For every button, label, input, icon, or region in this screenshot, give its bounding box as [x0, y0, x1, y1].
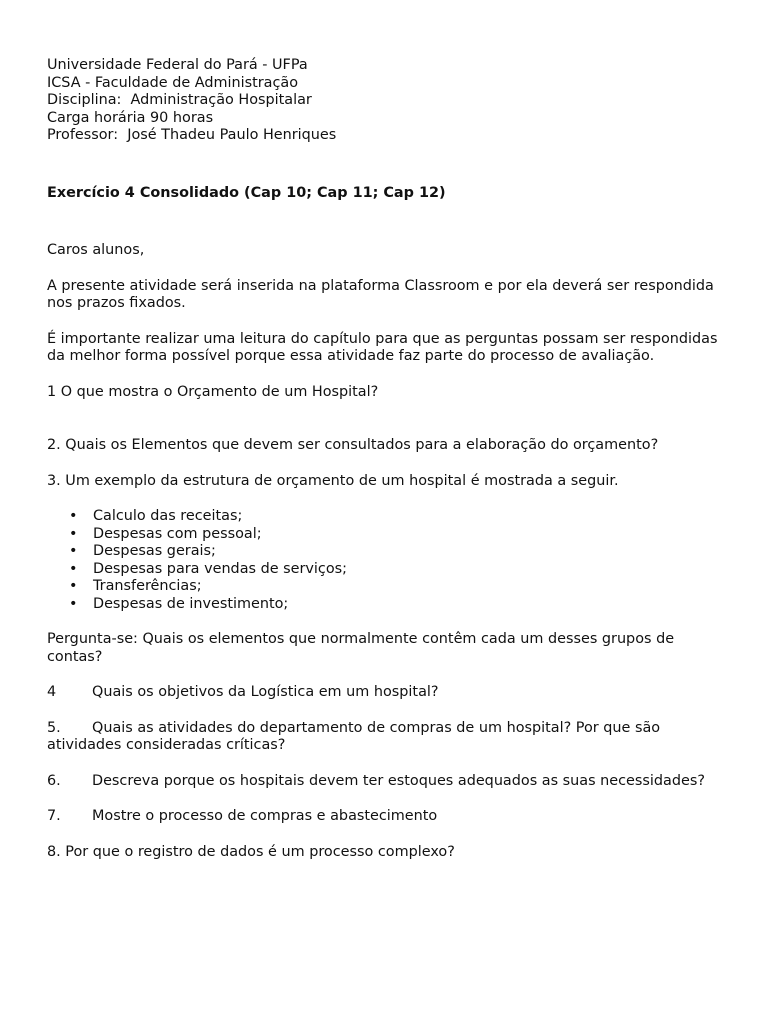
list-item: • Transferências;	[69, 578, 202, 594]
question-6	[47, 773, 727, 791]
question-3-followup: Pergunta-se: Quais os elementos que normalmente contêm cada um desses grupos de contas?	[47, 631, 675, 665]
list-item: • Despesas para vendas de serviços;	[69, 560, 347, 577]
list-item: • Despesas de investimento;	[69, 595, 289, 612]
question-8: 8. Por que o registro de dados é um processo complexo?	[47, 843, 455, 860]
bullet-icon: •	[69, 525, 78, 542]
course-hours: Carga horária 90 horas	[47, 109, 214, 126]
professor-name: Professor: José Thadeu Paulo Henriques	[47, 127, 337, 143]
intro-paragraph-2: É importante realizar uma leitura do capítulo para que as perguntas possam ser respondidas da melhor forma possível porque essa atividade faz parte do processo de avaliação.	[47, 330, 718, 364]
bullet-icon: •	[69, 508, 78, 524]
question-text: Descreva porque os hospitais devem ter estoques adequados as suas necessidades?	[92, 772, 705, 789]
question-text: Quais as atividades do departamento de compras de um hospital? Por que são atividades consideradas críticas?	[47, 719, 661, 753]
question-number: 6.	[47, 772, 61, 789]
list-item: • Calculo das receitas;	[69, 508, 243, 524]
question-7	[47, 808, 727, 826]
bullet-icon: •	[69, 560, 78, 577]
question-text: Mostre o processo de compras e abastecimento	[92, 808, 438, 824]
greeting: Caros alunos,	[47, 242, 145, 258]
budget-structure-list	[47, 508, 727, 613]
list-item: • Despesas com pessoal;	[69, 525, 262, 542]
question-text: Quais os objetivos da Logística em um hospital?	[92, 684, 439, 700]
question-number: 5.	[47, 719, 61, 736]
question-3: 3. Um exemplo da estrutura de orçamento de um hospital é mostrada a seguir.	[47, 472, 619, 489]
question-2: 2. Quais os Elementos que devem ser consultados para a elaboração do orçamento?	[47, 437, 659, 453]
question-number: 7.	[47, 808, 61, 824]
question-number: 4	[47, 684, 57, 700]
list-item: • Despesas gerais;	[69, 543, 216, 559]
bullet-icon: •	[69, 543, 78, 559]
intro-paragraph-1: A presente atividade será inserida na plataforma Classroom e por ela deverá ser respondida nos prazos fixados.	[47, 277, 714, 311]
bullet-icon: •	[69, 595, 78, 612]
document-page	[47, 57, 727, 861]
header-block	[47, 57, 727, 145]
discipline-name: Disciplina: Administração Hospitalar	[47, 92, 312, 108]
question-1: 1 O que mostra o Orçamento de um Hospital?	[47, 383, 379, 400]
exercise-title: Exercício 4 Consolidado (Cap 10; Cap 11; Cap 12)	[47, 184, 446, 201]
question-4	[47, 684, 727, 702]
university-name: Universidade Federal do Pará - UFPa	[47, 57, 308, 73]
faculty-name: ICSA - Faculdade de Administração	[47, 74, 299, 91]
bullet-icon: •	[69, 578, 78, 594]
question-5	[47, 720, 727, 755]
